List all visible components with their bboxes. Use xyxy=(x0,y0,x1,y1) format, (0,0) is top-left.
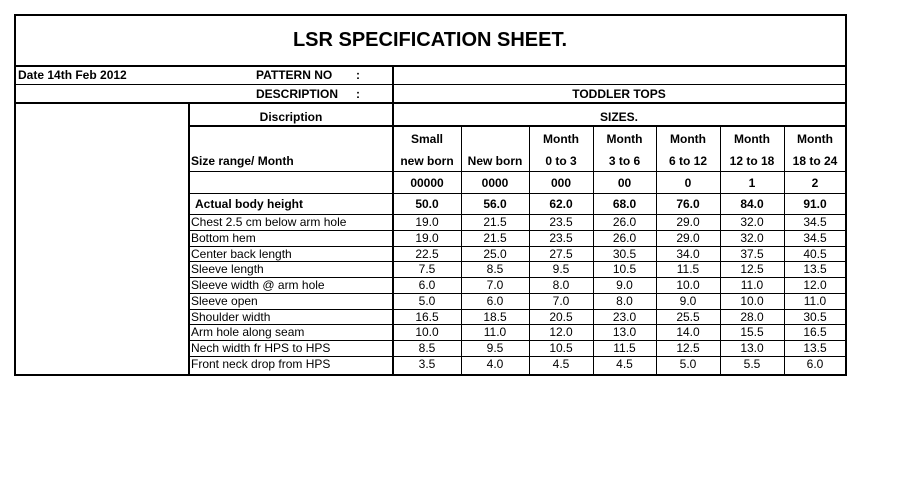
measurement-value: 18.5 xyxy=(483,310,507,324)
measurement-label: Arm hole along seam xyxy=(191,325,305,339)
measurement-value: 20.5 xyxy=(549,310,573,324)
measurement-label: Bottom hem xyxy=(191,231,256,245)
measurement-label: Sleeve width @ arm hole xyxy=(191,278,325,292)
measurement-value: 4.5 xyxy=(616,357,633,371)
measurement-value: 12.0 xyxy=(549,325,573,339)
measurement-value: 23.5 xyxy=(549,231,573,245)
measurement-value: 19.0 xyxy=(415,231,439,245)
size-header-line2: 18 to 24 xyxy=(792,154,838,168)
height-value: 91.0 xyxy=(803,197,827,211)
measurement-label: Shoulder width xyxy=(191,310,271,324)
height-row-label: Actual body height xyxy=(195,197,303,211)
measurement-value: 30.5 xyxy=(612,247,637,261)
size-header-line2: 0 to 3 xyxy=(545,154,577,168)
measurement-value: 19.0 xyxy=(415,215,439,229)
measurement-value: 10.0 xyxy=(740,294,764,308)
measurement-label: Nech width fr HPS to HPS xyxy=(191,341,331,355)
measurement-value: 4.0 xyxy=(486,357,504,371)
measurement-value: 32.0 xyxy=(740,231,764,245)
measurement-value: 21.5 xyxy=(483,231,507,245)
sizes-header: SIZES. xyxy=(599,110,638,124)
measurement-value: 11.5 xyxy=(676,262,700,276)
measurement-value: 13.5 xyxy=(803,341,827,355)
size-header-line1: Month xyxy=(543,132,579,146)
measurement-value: 11.0 xyxy=(483,325,507,339)
measurement-value: 3.5 xyxy=(418,357,436,371)
size-code: 1 xyxy=(748,176,756,190)
measurement-value: 13.5 xyxy=(803,262,827,276)
height-value: 62.0 xyxy=(549,197,573,211)
measurement-value: 23.5 xyxy=(549,215,573,229)
size-range-divider xyxy=(188,171,846,172)
measurement-value: 16.5 xyxy=(803,325,827,339)
measurement-value: 9.0 xyxy=(679,294,697,308)
height-value: 76.0 xyxy=(676,197,700,211)
measurement-value: 21.5 xyxy=(483,215,507,229)
measurement-label: Sleeve open xyxy=(191,294,258,308)
measurement-value: 27.5 xyxy=(549,247,573,261)
size-code: 0 xyxy=(684,176,692,190)
frame-left xyxy=(14,14,16,376)
measurement-value: 8.0 xyxy=(552,278,570,292)
size-header-line2: new born xyxy=(400,154,454,168)
size-header-line1: Month xyxy=(734,132,770,146)
description-label: DESCRIPTION xyxy=(256,87,339,101)
measurement-value: 9.0 xyxy=(616,278,633,292)
measurement-label: Center back length xyxy=(191,247,292,261)
measurement-value: 5.0 xyxy=(418,294,436,308)
measurement-value: 5.0 xyxy=(679,357,697,371)
measurement-label: Front neck drop from HPS xyxy=(191,357,331,371)
size-header-line1: Month xyxy=(670,132,706,146)
measurement-value: 11.0 xyxy=(803,294,827,308)
measurement-value: 34.5 xyxy=(803,215,827,229)
frame-top xyxy=(14,14,847,16)
measurement-value: 34.0 xyxy=(676,247,700,261)
sheet-title: LSR SPECIFICATION SHEET. xyxy=(292,28,568,51)
measurement-value: 11.0 xyxy=(740,278,764,292)
measurement-value: 5.5 xyxy=(743,357,761,371)
measurement-value: 25.5 xyxy=(676,310,700,324)
measurement-value: 23.0 xyxy=(612,310,637,324)
size-header-line1: Small xyxy=(410,132,443,146)
height-value: 84.0 xyxy=(740,197,764,211)
size-code: 0000 xyxy=(481,176,509,190)
measurement-value: 14.0 xyxy=(676,325,700,339)
measurement-value: 7.0 xyxy=(552,294,570,308)
measurement-value: 8.5 xyxy=(486,262,504,276)
description-value: TODDLER TOPS xyxy=(572,87,666,101)
size-header-line2: 12 to 18 xyxy=(729,154,775,168)
measurement-value: 8.0 xyxy=(616,294,633,308)
size-range-label: Size range/ Month xyxy=(191,154,294,168)
measurement-value: 6.0 xyxy=(486,294,504,308)
measurement-value: 4.5 xyxy=(552,357,570,371)
size-code-divider xyxy=(188,193,846,194)
measurement-value: 15.5 xyxy=(740,325,764,339)
size-code: 00000 xyxy=(410,176,444,190)
measurement-value: 8.5 xyxy=(418,341,436,355)
measurement-value: 12.5 xyxy=(676,341,700,355)
size-header-line1: Month xyxy=(606,132,643,146)
pattern-divider xyxy=(14,84,847,85)
measurement-value: 26.0 xyxy=(612,231,637,245)
measurement-value: 7.0 xyxy=(486,278,504,292)
measurement-value: 30.5 xyxy=(803,310,827,324)
measurement-value: 10.5 xyxy=(549,341,573,355)
discription-header: Discription xyxy=(259,110,323,124)
measurement-value: 29.0 xyxy=(676,215,700,229)
height-value: 56.0 xyxy=(483,197,507,211)
description-divider xyxy=(14,102,847,104)
measurement-value: 37.5 xyxy=(740,247,764,261)
frame-bottom xyxy=(14,374,847,376)
description-colon: : xyxy=(356,87,360,101)
measurement-label: Sleeve length xyxy=(191,262,264,276)
size-header-line2: New born xyxy=(467,154,523,168)
measurement-value: 34.5 xyxy=(803,231,827,245)
size-code: 00 xyxy=(617,176,632,190)
measurement-value: 12.5 xyxy=(740,262,764,276)
title-divider xyxy=(14,65,847,67)
measurement-value: 28.0 xyxy=(740,310,764,324)
date-label: Date 14th Feb 2012 xyxy=(18,68,127,82)
measurement-value: 29.0 xyxy=(676,231,700,245)
measurement-value: 22.5 xyxy=(415,247,439,261)
height-value: 68.0 xyxy=(612,197,637,211)
measurement-value: 26.0 xyxy=(612,215,637,229)
measurement-value: 10.0 xyxy=(415,325,439,339)
measurement-value: 10.5 xyxy=(612,262,637,276)
pattern-no-label: PATTERN NO xyxy=(256,68,333,82)
size-header-line2: 3 to 6 xyxy=(608,154,641,168)
header-value-divider xyxy=(392,65,394,104)
measurement-value: 16.5 xyxy=(415,310,439,324)
measurement-value: 32.0 xyxy=(740,215,764,229)
measurement-value: 7.5 xyxy=(418,262,436,276)
size-code: 2 xyxy=(811,176,819,190)
size-header-line2: 6 to 12 xyxy=(668,154,707,168)
measurement-value: 13.0 xyxy=(740,341,764,355)
sizes-header-divider xyxy=(188,125,846,127)
pattern-no-colon: : xyxy=(356,68,360,82)
measurement-value: 6.0 xyxy=(418,278,436,292)
measurement-value: 12.0 xyxy=(803,278,827,292)
measurement-value: 10.0 xyxy=(676,278,700,292)
measurement-value: 11.5 xyxy=(613,341,636,355)
measurement-value: 6.0 xyxy=(806,357,824,371)
measurement-value: 13.0 xyxy=(612,325,637,339)
description-column-divider xyxy=(188,102,190,376)
measurement-label: Chest 2.5 cm below arm hole xyxy=(191,215,347,229)
height-value: 50.0 xyxy=(415,197,439,211)
measurement-value: 9.5 xyxy=(486,341,504,355)
size-code: 000 xyxy=(550,176,572,190)
measurement-value: 40.5 xyxy=(803,247,827,261)
size-header-line1: Month xyxy=(797,132,833,146)
measurement-value: 25.0 xyxy=(483,247,507,261)
measurement-value: 9.5 xyxy=(552,262,570,276)
